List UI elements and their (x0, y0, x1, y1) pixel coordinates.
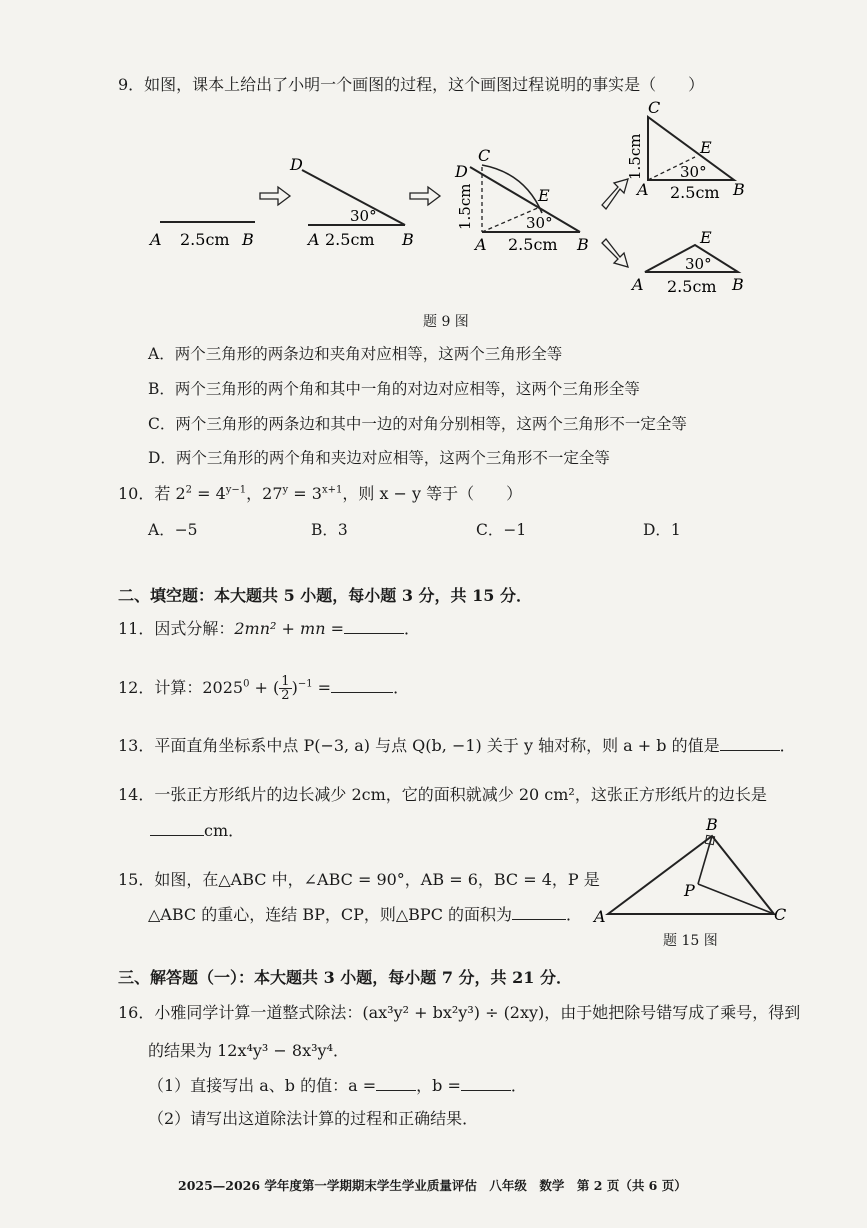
q10-option-b: B．3 (311, 521, 348, 539)
q15-line2: △ABC 的重心，连结 BP，CP，则△BPC 的面积为 ． (148, 905, 583, 924)
svg-text:B: B (733, 180, 745, 199)
svg-text:2.5cm: 2.5cm (667, 277, 717, 296)
q12: 12．计算：$2025^0$ + ( 1 2 )$^{-1}$ = ． (118, 674, 410, 703)
page-footer: 2025—2026 学年度第一学期期末学生学业质量评估 八年级 数学 第 2 页（共 6 页） (178, 1178, 687, 1193)
q10-option-a: A．−5 (148, 521, 198, 539)
q13: 13．平面直角坐标系中点 P(−3, a) 与点 Q(b, −1) 关于 y 轴对称，则 a + b 的值是 ． (118, 736, 796, 755)
svg-text:C: C (648, 98, 661, 117)
svg-text:1.5cm: 1.5cm (626, 133, 644, 180)
q16-line2: 的结果为 12x⁴y³ − 8x³y⁴． (148, 1041, 349, 1060)
svg-text:B: B (732, 275, 744, 294)
q9-option-d: D．两个三角形的两个角和夹边对应相等，这两个三角形不一定全等 (148, 449, 610, 467)
svg-text:A: A (308, 230, 320, 249)
q10-option-d: D．1 (643, 521, 681, 539)
q14: 14．一张正方形纸片的边长减少 2cm，它的面积就减少 20 cm²，这张正方形纸片的边长是 (118, 785, 767, 804)
q16-sub1: （1）直接写出 a、b 的值：a = ，b = ． (148, 1076, 527, 1095)
q15-line1: 15．如图，在△ABC 中，∠ABC = 90°，AB = 6，BC = 4，P 是 (118, 870, 600, 889)
q9-figure (140, 95, 760, 305)
section-2-heading: 二、填空题：本大题共 5 小题，每小题 3 分，共 15 分． (118, 586, 532, 605)
arrow-down-right-icon (602, 239, 628, 267)
q9-option-a: A．两个三角形的两条边和夹角对应相等，这两个三角形全等 (148, 345, 563, 363)
section-3-heading: 三、解答题（一）：本大题共 3 小题，每小题 7 分，共 21 分． (118, 968, 572, 987)
svg-text:A: A (594, 907, 606, 926)
svg-text:30°: 30° (526, 214, 553, 232)
svg-text:P: P (684, 881, 695, 900)
q9-result-right-triangle (626, 98, 745, 202)
q15-figure (588, 812, 798, 930)
svg-text:E: E (700, 228, 712, 247)
q9-step3-construction (454, 146, 589, 254)
svg-text:2.5cm: 2.5cm (508, 235, 558, 254)
svg-text:2.5cm: 2.5cm (325, 230, 375, 249)
q9-option-c: C．两个三角形的两条边和其中一边的对角分别相等，这两个三角形不一定全等 (148, 415, 687, 433)
svg-text:2.5cm: 2.5cm (670, 183, 720, 202)
q15-caption: 题 15 图 (663, 933, 718, 949)
svg-text:30°: 30° (680, 163, 707, 181)
svg-text:C: C (478, 146, 491, 165)
svg-text:2.5cm: 2.5cm (180, 230, 230, 249)
svg-text:30°: 30° (685, 255, 712, 273)
svg-text:30°: 30° (350, 207, 377, 225)
q10-stem: 10．若 $2^2 = 4^{y-1}$，$27^y = 3^{x+1}$，则 x − y 等于（ ） (118, 484, 523, 503)
q14-answer: cm． (150, 818, 244, 841)
arrow-right-icon (260, 187, 290, 205)
svg-text:B: B (706, 815, 718, 834)
q9-stem: 9．如图，课本上给出了小明一个画图的过程，这个画图过程说明的事实是（ ） (118, 75, 705, 94)
svg-text:B: B (242, 230, 254, 249)
svg-text:A: A (150, 230, 162, 249)
q9-step1-segment (148, 222, 255, 249)
q9-option-b: B．两个三角形的两个角和其中一角的对边对应相等，这两个三角形全等 (148, 380, 640, 398)
svg-text:B: B (402, 230, 414, 249)
q16-sub2: （2）请写出这道除法计算的过程和正确结果． (148, 1109, 479, 1128)
svg-text:E: E (700, 138, 712, 157)
svg-text:E: E (538, 186, 550, 205)
svg-text:D: D (290, 155, 303, 174)
svg-text:A: A (637, 180, 649, 199)
q10-option-c: C．−1 (476, 521, 527, 539)
svg-text:A: A (632, 275, 644, 294)
q9-caption: 题 9 图 (423, 314, 469, 330)
arrow-up-right-icon (602, 179, 628, 209)
svg-text:1.5cm: 1.5cm (456, 183, 474, 230)
q9-step2-angle (289, 155, 414, 249)
q11: 11．因式分解：2mn² + mn = ． (118, 619, 421, 638)
svg-text:D: D (455, 162, 468, 181)
arrow-right-icon (410, 187, 440, 205)
svg-text:B: B (577, 235, 589, 254)
q9-result-obtuse-triangle (630, 228, 744, 296)
q16-line1: 16．小雅同学计算一道整式除法：(ax³y² + bx²y³) ÷ (2xy)，由于她把除号错写成了乘号，得到 (118, 1003, 801, 1022)
svg-text:C: C (774, 905, 787, 924)
svg-text:A: A (475, 235, 487, 254)
